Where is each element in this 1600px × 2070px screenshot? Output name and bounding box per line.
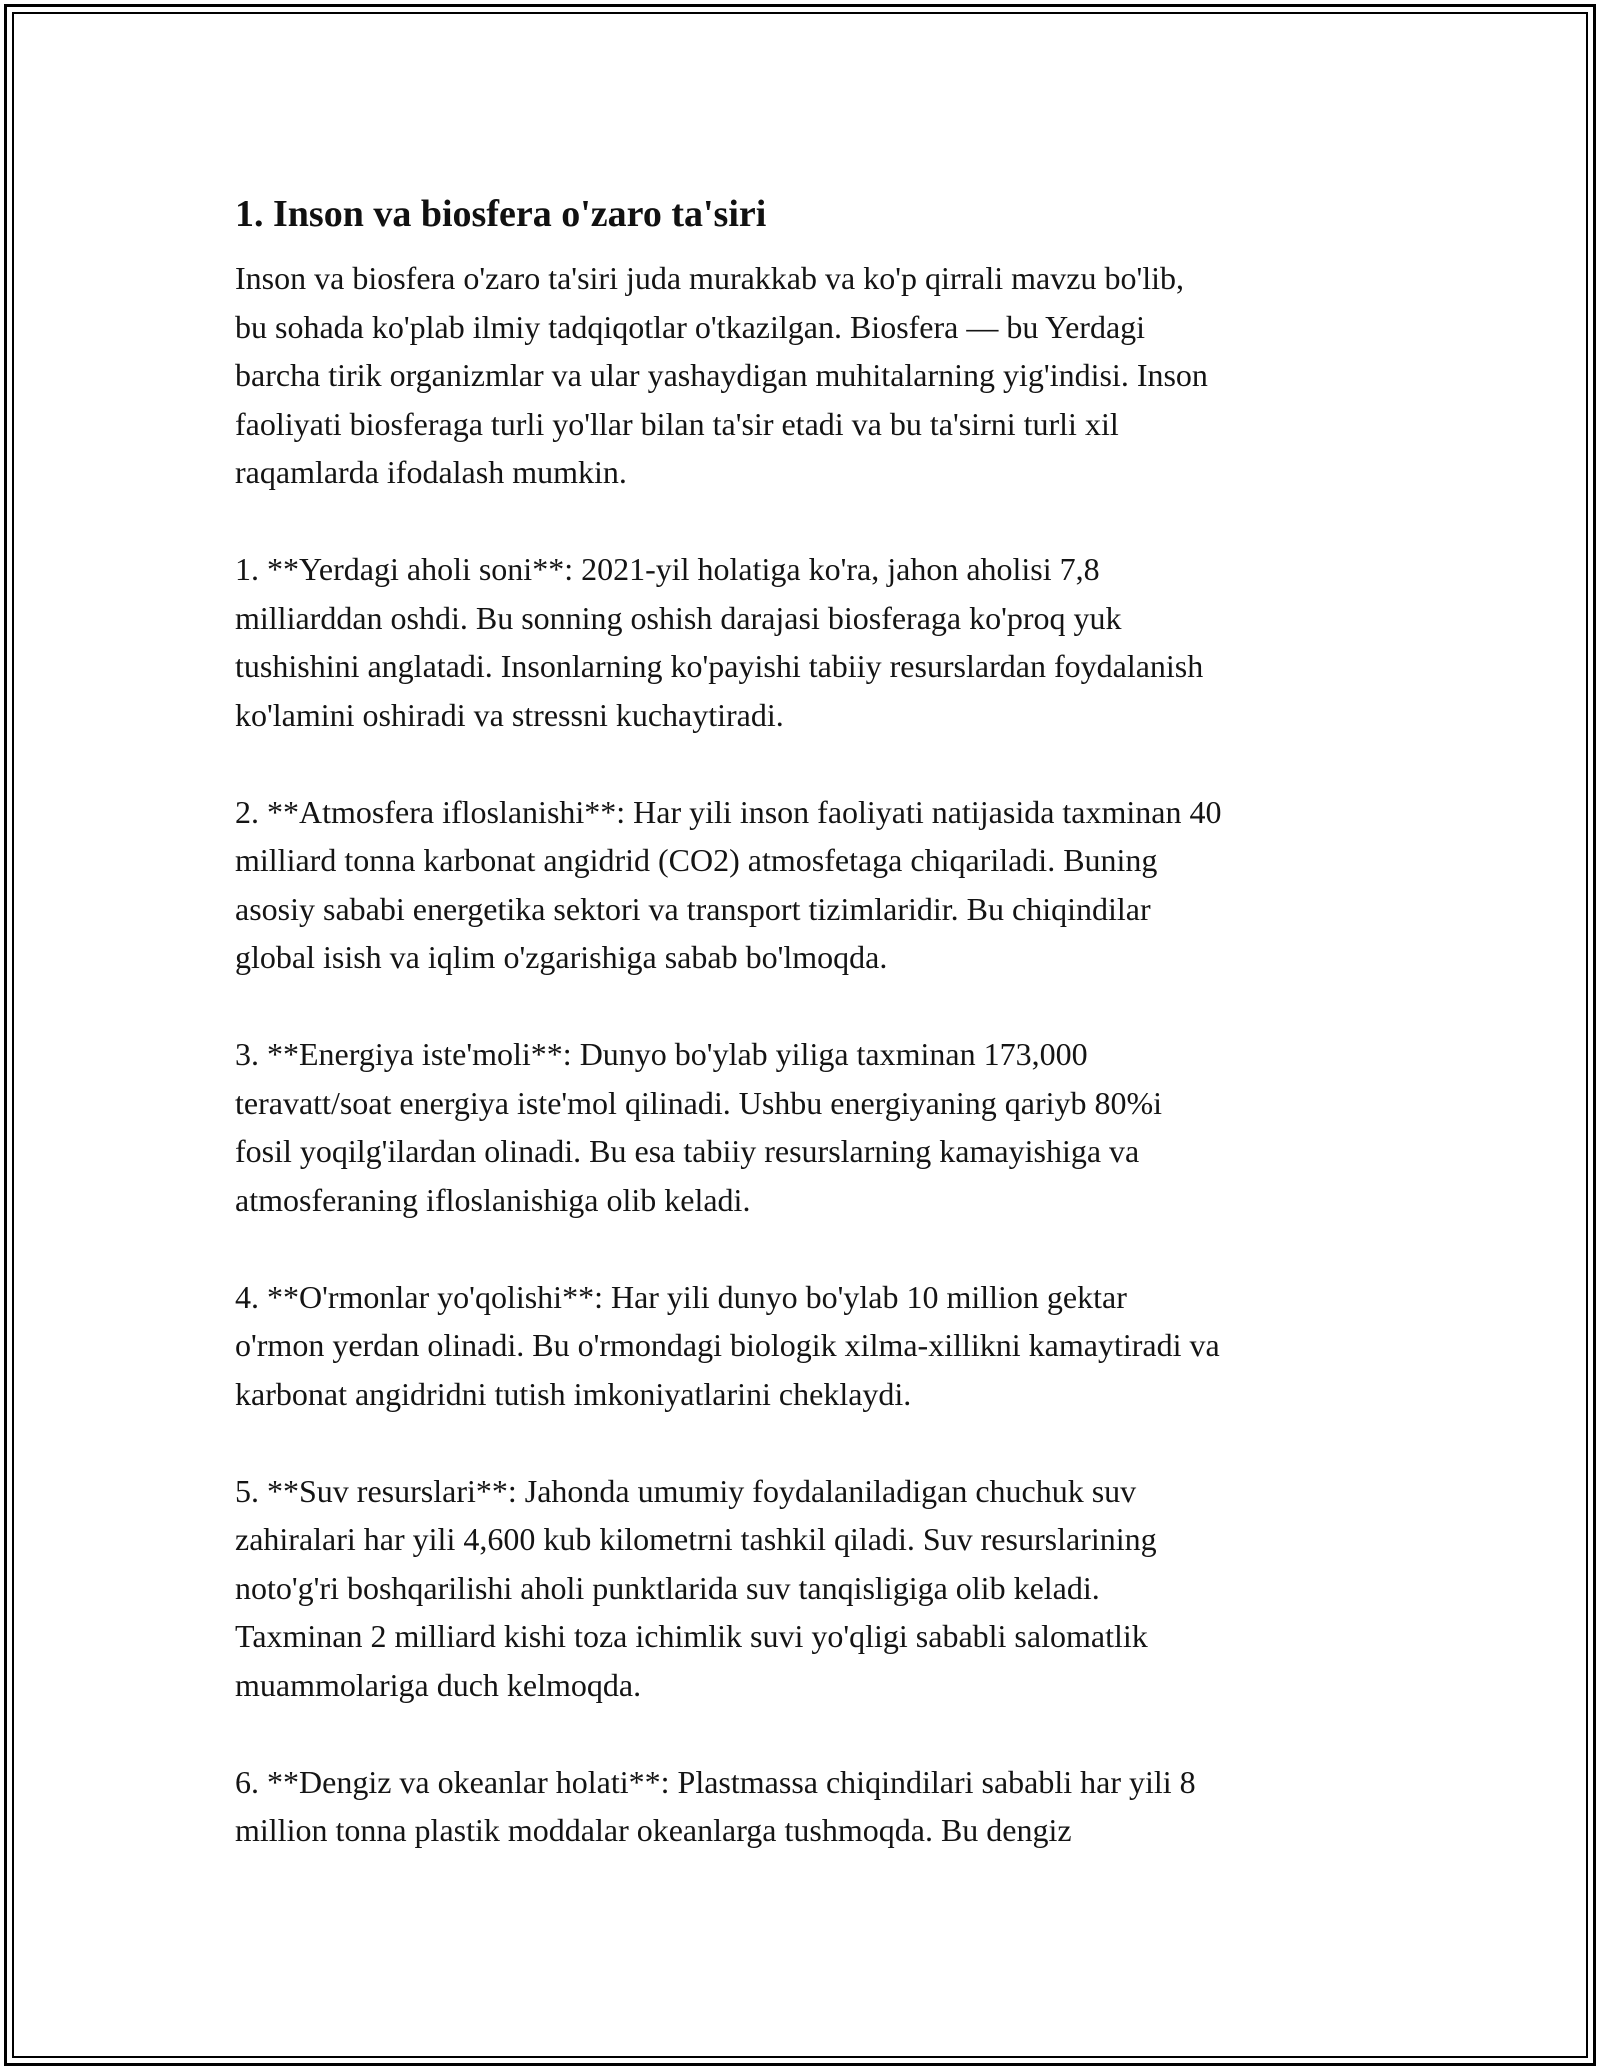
paragraph-atmosphere: 2. **Atmosfera ifloslanishi**: Har yili inson faoliyati natijasida taxminan 40 milliard tonna karbonat angidrid (CO2) atmosfetaga chiqariladi. Buning asosiy sababi energetika sektori va transport tizimlaridir. Bu chiqindilar global isish va iqlim o'zgarishiga sabab bo'lmoqda. [235, 793, 1222, 975]
section-title: 1. Inson va biosfera o'zaro ta'siri [235, 193, 767, 235]
paragraph-population: 1. **Yerdagi aholi soni**: 2021-yil holatiga ko'ra, jahon aholisi 7,8 milliarddan oshdi. Bu sonning oshish darajasi biosferaga ko'proq yuk tushishini anglatadi. Insonlarning ko'payishi tabiiy resurslardan foydalanish ko'lamini oshiradi va stressni kuchaytiradi. [235, 551, 1204, 733]
paragraph-forests: 4. **O'rmonlar yo'qolishi**: Har yili dunyo bo'ylab 10 million gektar o'rmon yerdan olinadi. Bu o'rmondagi biologik xilma-xillikni kamaytiradi va karbonat angidridni tutish imkoniyatlarini cheklaydi. [235, 1278, 1220, 1412]
document-body [235, 186, 1375, 1855]
intro-paragraph: Inson va biosfera o'zaro ta'siri juda murakkab va ko'p qirrali mavzu bo'lib, bu sohada ko'plab ilmiy tadqiqotlar o'tkazilgan. Biosfera — bu Yerdagi barcha tirik organizmlar va ular yashaydigan muhitalarning yig'indisi. Inson faoliyati biosferaga turli yo'llar bilan ta'sir etadi va bu ta'sirni turli xil raqamlarda ifodalash mumkin. [235, 260, 1208, 490]
paragraph-oceans: 6. **Dengiz va okeanlar holati**: Plastmassa chiqindilari sababli har yili 8 million tonna plastik moddalar okeanlarga tushmoqda. Bu dengiz [235, 1763, 1196, 1848]
paragraph-energy: 3. **Energiya iste'moli**: Dunyo bo'ylab yiliga taxminan 173,000 teravatt/soat energiya iste'mol qilinadi. Ushbu energiyaning qariyb 80%i fosil yoqilg'ilardan olinadi. Bu esa tabiiy resurslarning kamayishiga va atmosferaning ifloslanishiga olib keladi. [235, 1036, 1163, 1218]
paragraph-water: 5. **Suv resurslari**: Jahonda umumiy foydalaniladigan chuchuk suv zahiralari har yili 4,600 kub kilometrni tashkil qiladi. Suv resurslarining noto'g'ri boshqarilishi aholi punktlarida suv tanqisligiga olib keladi. Taxminan 2 milliard kishi toza ichimlik suvi yo'qligi sababli salomatlik muammolariga duch kelmoqda. [235, 1472, 1157, 1703]
